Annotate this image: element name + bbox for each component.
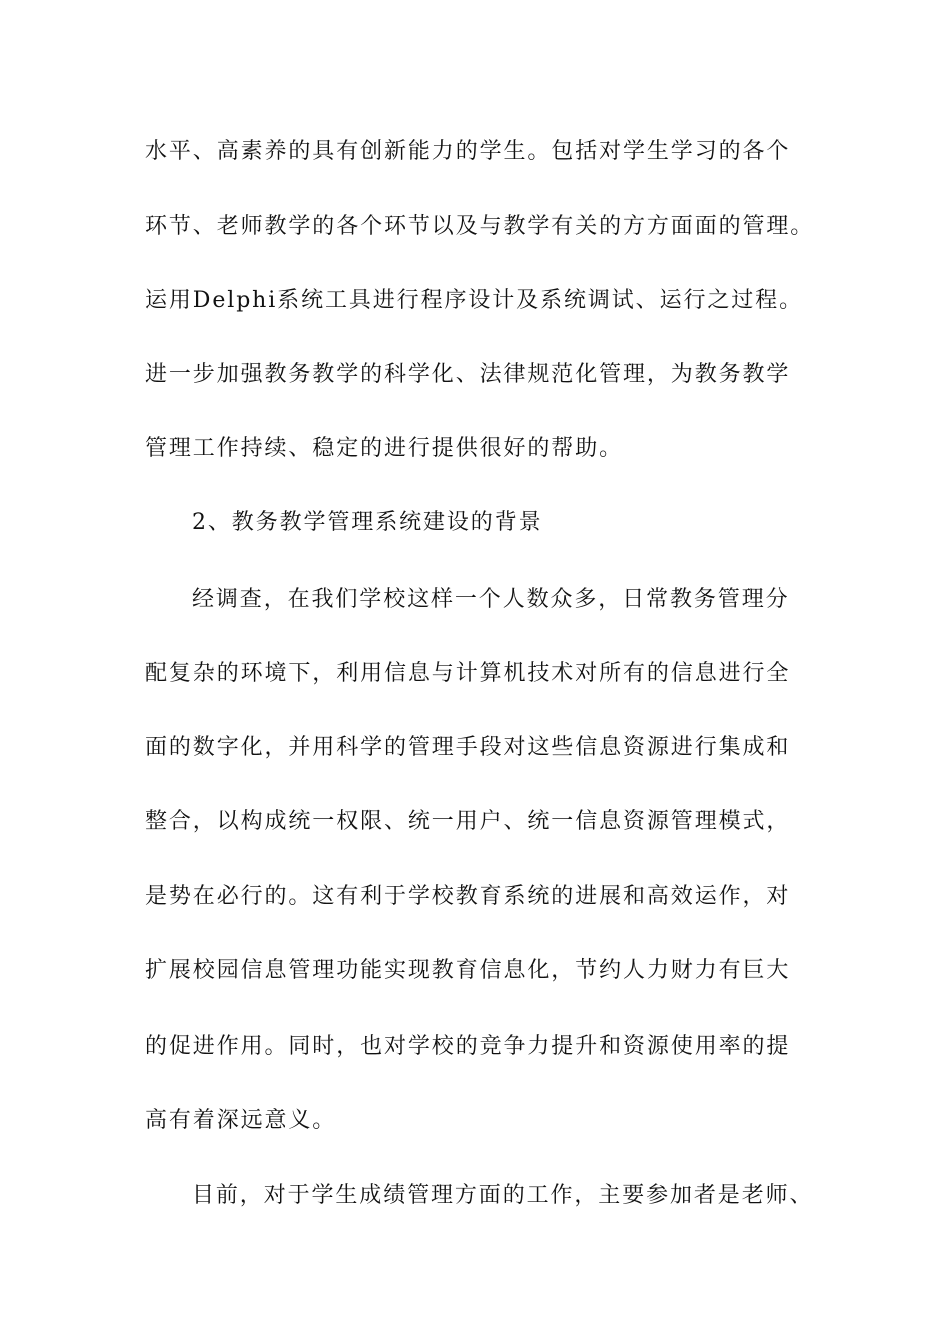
paragraph-line: 配复杂的环境下，利用信息与计算机技术对所有的信息进行全 bbox=[145, 661, 791, 686]
paragraph-line: 扩展校园信息管理功能实现教育信息化，节约人力财力有巨大 bbox=[145, 958, 791, 983]
paragraph-line: 经调查，在我们学校这样一个人数众多，日常教务管理分 bbox=[192, 587, 790, 612]
paragraph-line: 的促进作用。同时，也对学校的竞争力提升和资源使用率的提 bbox=[145, 1034, 791, 1059]
paragraph-line: 面的数字化，并用科学的管理手段对这些信息资源进行集成和 bbox=[145, 735, 791, 760]
paragraph-line: 水平、高素养的具有创新能力的学生。包括对学生学习的各个 bbox=[145, 139, 791, 164]
paragraph-line: 环节、老师教学的各个环节以及与教学有关的方方面面的管理。 bbox=[145, 214, 815, 239]
paragraph-line: 管理工作持续、稳定的进行提供很好的帮助。 bbox=[145, 436, 624, 461]
section-heading: 2、教务教学管理系统建设的背景 bbox=[192, 510, 543, 535]
paragraph-line: 目前，对于学生成绩管理方面的工作，主要参加者是老师、 bbox=[192, 1183, 814, 1208]
paragraph-line: 运用Delphi系统工具进行程序设计及系统调试、运行之过程。 bbox=[145, 288, 803, 313]
paragraph-line: 高有着深远意义。 bbox=[145, 1108, 337, 1133]
paragraph-line: 整合，以构成统一权限、统一用户、统一信息资源管理模式， bbox=[145, 809, 791, 834]
paragraph-line: 是势在必行的。这有利于学校教育系统的进展和高效运作，对 bbox=[145, 884, 791, 909]
paragraph-line: 进一步加强教务教学的科学化、法律规范化管理，为教务教学 bbox=[145, 362, 791, 387]
